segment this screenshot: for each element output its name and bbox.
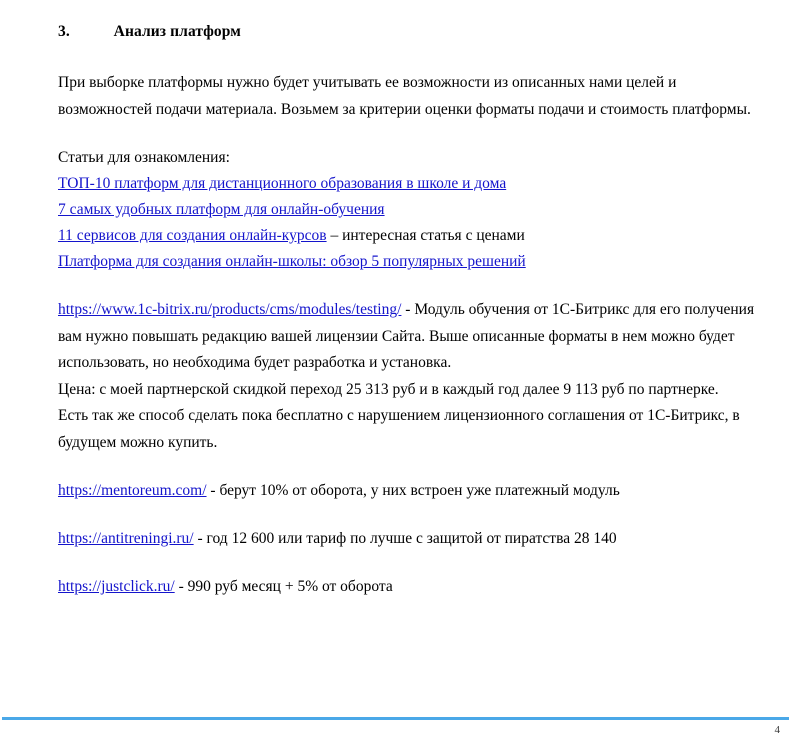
bitrix-paragraph — [58, 297, 758, 377]
section-heading — [58, 22, 758, 42]
platform-link-justclick[interactable]: https://justclick.ru/ — [58, 578, 175, 595]
article-link-2[interactable]: 7 самых удобных платформ для онлайн-обучения — [58, 201, 385, 218]
article-link-4[interactable]: Платформа для создания онлайн-школы: обзор 5 популярных решений — [58, 253, 526, 270]
section-heading-title: Анализ платформ — [113, 23, 241, 40]
article-link-row-3 — [58, 223, 758, 249]
platform-note-mentoreum: - берут 10% от оборота, у них встроен уже платежный модуль — [206, 482, 620, 499]
articles-label: Статьи для ознакомления: — [58, 149, 230, 166]
platform-row-mentoreum — [58, 478, 758, 504]
bitrix-description: - Модуль обучения от 1С-Битрикс для его получения вам нужно повышать редакцию вашей лицензии Сайта. Выше описанные форматы в нем можно будет использовать, но необходима будет разработка и установка. — [58, 301, 755, 371]
article-link-3[interactable]: 11 сервисов для создания онлайн-курсов — [58, 227, 327, 244]
page-number: 4 — [774, 724, 780, 736]
platform-row-antitreningi — [58, 526, 758, 552]
document-body — [58, 22, 758, 600]
article-link-row-2 — [58, 197, 758, 223]
section-heading-number: 3. — [58, 23, 70, 40]
platform-note-antitreningi: - год 12 600 или тариф по лучше с защитой от пиратства 28 140 — [193, 530, 617, 547]
spacer-before-platforms — [58, 456, 758, 478]
spacer-after-heading — [58, 42, 758, 70]
heading-indent — [70, 23, 114, 40]
bitrix-price-line: Цена: с моей партнерской скидкой переход 25 313 руб и в каждый год далее 9 113 руб по партнерке. — [58, 380, 719, 398]
platform-row-justclick — [58, 574, 758, 600]
bitrix-url-link[interactable]: https://www.1c-bitrix.ru/products/cms/modules/testing/ — [58, 301, 402, 318]
article-link-3-trailing: – интересная статья с ценами — [326, 227, 525, 244]
spacer-before-bitrix — [58, 275, 758, 297]
article-link-1[interactable]: ТОП-10 платформ для дистанционного образования в школе и дома — [58, 175, 507, 192]
footer-divider — [2, 717, 789, 720]
spacer-between-platforms-1 — [58, 504, 758, 526]
spacer-after-intro — [58, 123, 758, 145]
bitrix-free-line: Есть так же способ сделать пока бесплатно с нарушением лицензионного соглашения от 1С-Битрикс, в будущем можно купить. — [58, 407, 740, 451]
intro-paragraph: При выборке платформы нужно будет учитывать ее возможности из описанных нами целей и возможностей подачи материала. Возьмем за критерии оценки форматы подачи и стоимость платформы. — [58, 74, 751, 118]
article-link-row-1 — [58, 171, 758, 197]
spacer-between-platforms-2 — [58, 552, 758, 574]
article-link-row-4 — [58, 249, 758, 275]
platform-note-justclick: - 990 руб месяц + 5% от оборота — [174, 578, 393, 595]
platform-link-mentoreum[interactable]: https://mentoreum.com/ — [58, 482, 207, 499]
platform-link-antitreningi[interactable]: https://antitreningi.ru/ — [58, 530, 194, 547]
